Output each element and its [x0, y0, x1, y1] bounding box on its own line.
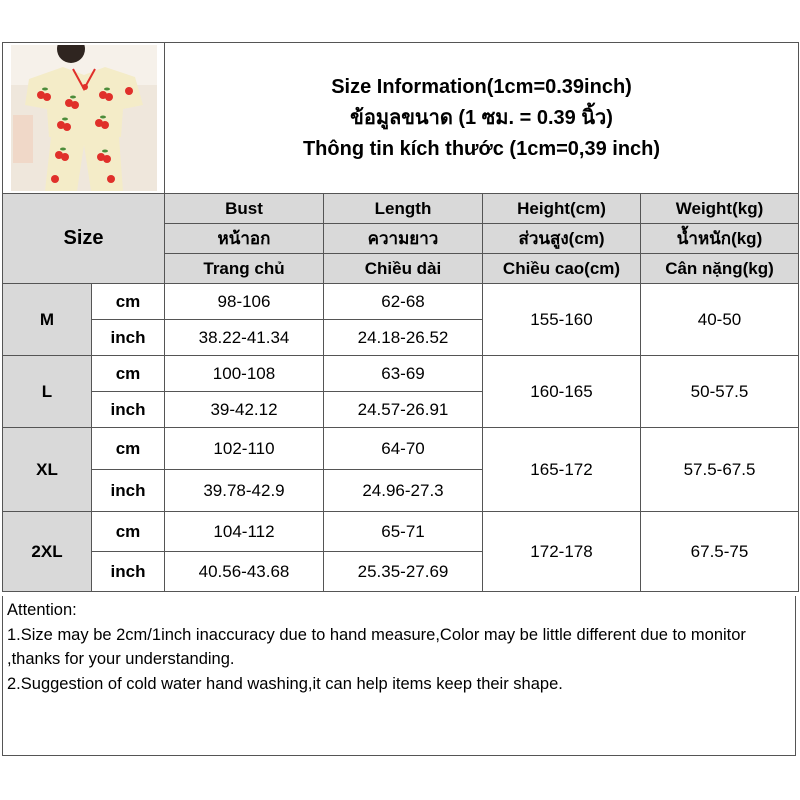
- length-cm-value: 65-71: [324, 512, 483, 552]
- title-vietnamese: Thông tin kích thước (1cm=0,39 inch): [302, 137, 661, 160]
- height-value: 172-178: [483, 512, 641, 592]
- bust-cm-value: 98-106: [165, 284, 324, 320]
- length-header-th: ความยาว: [324, 224, 483, 254]
- weight-header-th: น้ำหนัก(kg): [641, 224, 799, 254]
- unit-inch: inch: [92, 392, 165, 428]
- title-thai: ข้อมูลขนาด (1 ซม. = 0.39 นิ้ว): [350, 106, 613, 129]
- notes-heading: Attention:: [7, 601, 77, 619]
- unit-cm: cm: [92, 512, 165, 552]
- bust-header-vi: Trang chủ: [165, 254, 324, 284]
- height-header-vi: Chiều cao(cm): [483, 254, 641, 284]
- unit-cm: cm: [92, 284, 165, 320]
- height-header-th: ส่วนสูง(cm): [483, 224, 641, 254]
- bust-cm-value: 102-110: [165, 428, 324, 470]
- title-block: [165, 43, 799, 194]
- height-header-en: Height(cm): [483, 194, 641, 224]
- bust-header-en: Bust: [165, 194, 324, 224]
- weight-header-vi: Cân nặng(kg): [641, 254, 799, 284]
- bust-inch-value: 40.56-43.68: [165, 552, 324, 592]
- size-table: [2, 42, 799, 592]
- unit-inch: inch: [92, 552, 165, 592]
- bust-inch-value: 38.22-41.34: [165, 320, 324, 356]
- bust-cm-value: 104-112: [165, 512, 324, 552]
- notes-line-1: 1.Size may be 2cm/1inch inaccuracy due to hand measure,Color may be little different due to monitor ,thanks for your understanding.: [7, 625, 746, 668]
- length-inch-value: 24.96-27.3: [324, 470, 483, 512]
- bust-inch-value: 39.78-42.9: [165, 470, 324, 512]
- length-inch-value: 24.18-26.52: [324, 320, 483, 356]
- weight-value: 40-50: [641, 284, 799, 356]
- length-cm-value: 62-68: [324, 284, 483, 320]
- height-value: 165-172: [483, 428, 641, 512]
- product-photo-cell: [3, 43, 165, 194]
- size-column-header: Size: [3, 194, 165, 284]
- size-label-m: M: [3, 284, 92, 356]
- unit-cm: cm: [92, 356, 165, 392]
- length-inch-value: 25.35-27.69: [324, 552, 483, 592]
- weight-value: 67.5-75: [641, 512, 799, 592]
- bust-header-th: หน้าอก: [165, 224, 324, 254]
- unit-inch: inch: [92, 470, 165, 512]
- size-label-l: L: [3, 356, 92, 428]
- length-header-vi: Chiều dài: [324, 254, 483, 284]
- size-label-xl: XL: [3, 428, 92, 512]
- length-inch-value: 24.57-26.91: [324, 392, 483, 428]
- bust-cm-value: 100-108: [165, 356, 324, 392]
- attention-notes: [2, 596, 796, 756]
- title-english: Size Information(1cm=0.39inch): [331, 75, 632, 98]
- product-photo: [11, 45, 157, 191]
- unit-inch: inch: [92, 320, 165, 356]
- bust-inch-value: 39-42.12: [165, 392, 324, 428]
- height-value: 155-160: [483, 284, 641, 356]
- weight-value: 50-57.5: [641, 356, 799, 428]
- unit-cm: cm: [92, 428, 165, 470]
- length-cm-value: 63-69: [324, 356, 483, 392]
- length-cm-value: 64-70: [324, 428, 483, 470]
- size-label-2xl: 2XL: [3, 512, 92, 592]
- length-header-en: Length: [324, 194, 483, 224]
- weight-value: 57.5-67.5: [641, 428, 799, 512]
- height-value: 160-165: [483, 356, 641, 428]
- weight-header-en: Weight(kg): [641, 194, 799, 224]
- notes-line-2: 2.Suggestion of cold water hand washing,it can help items keep their shape.: [7, 674, 563, 693]
